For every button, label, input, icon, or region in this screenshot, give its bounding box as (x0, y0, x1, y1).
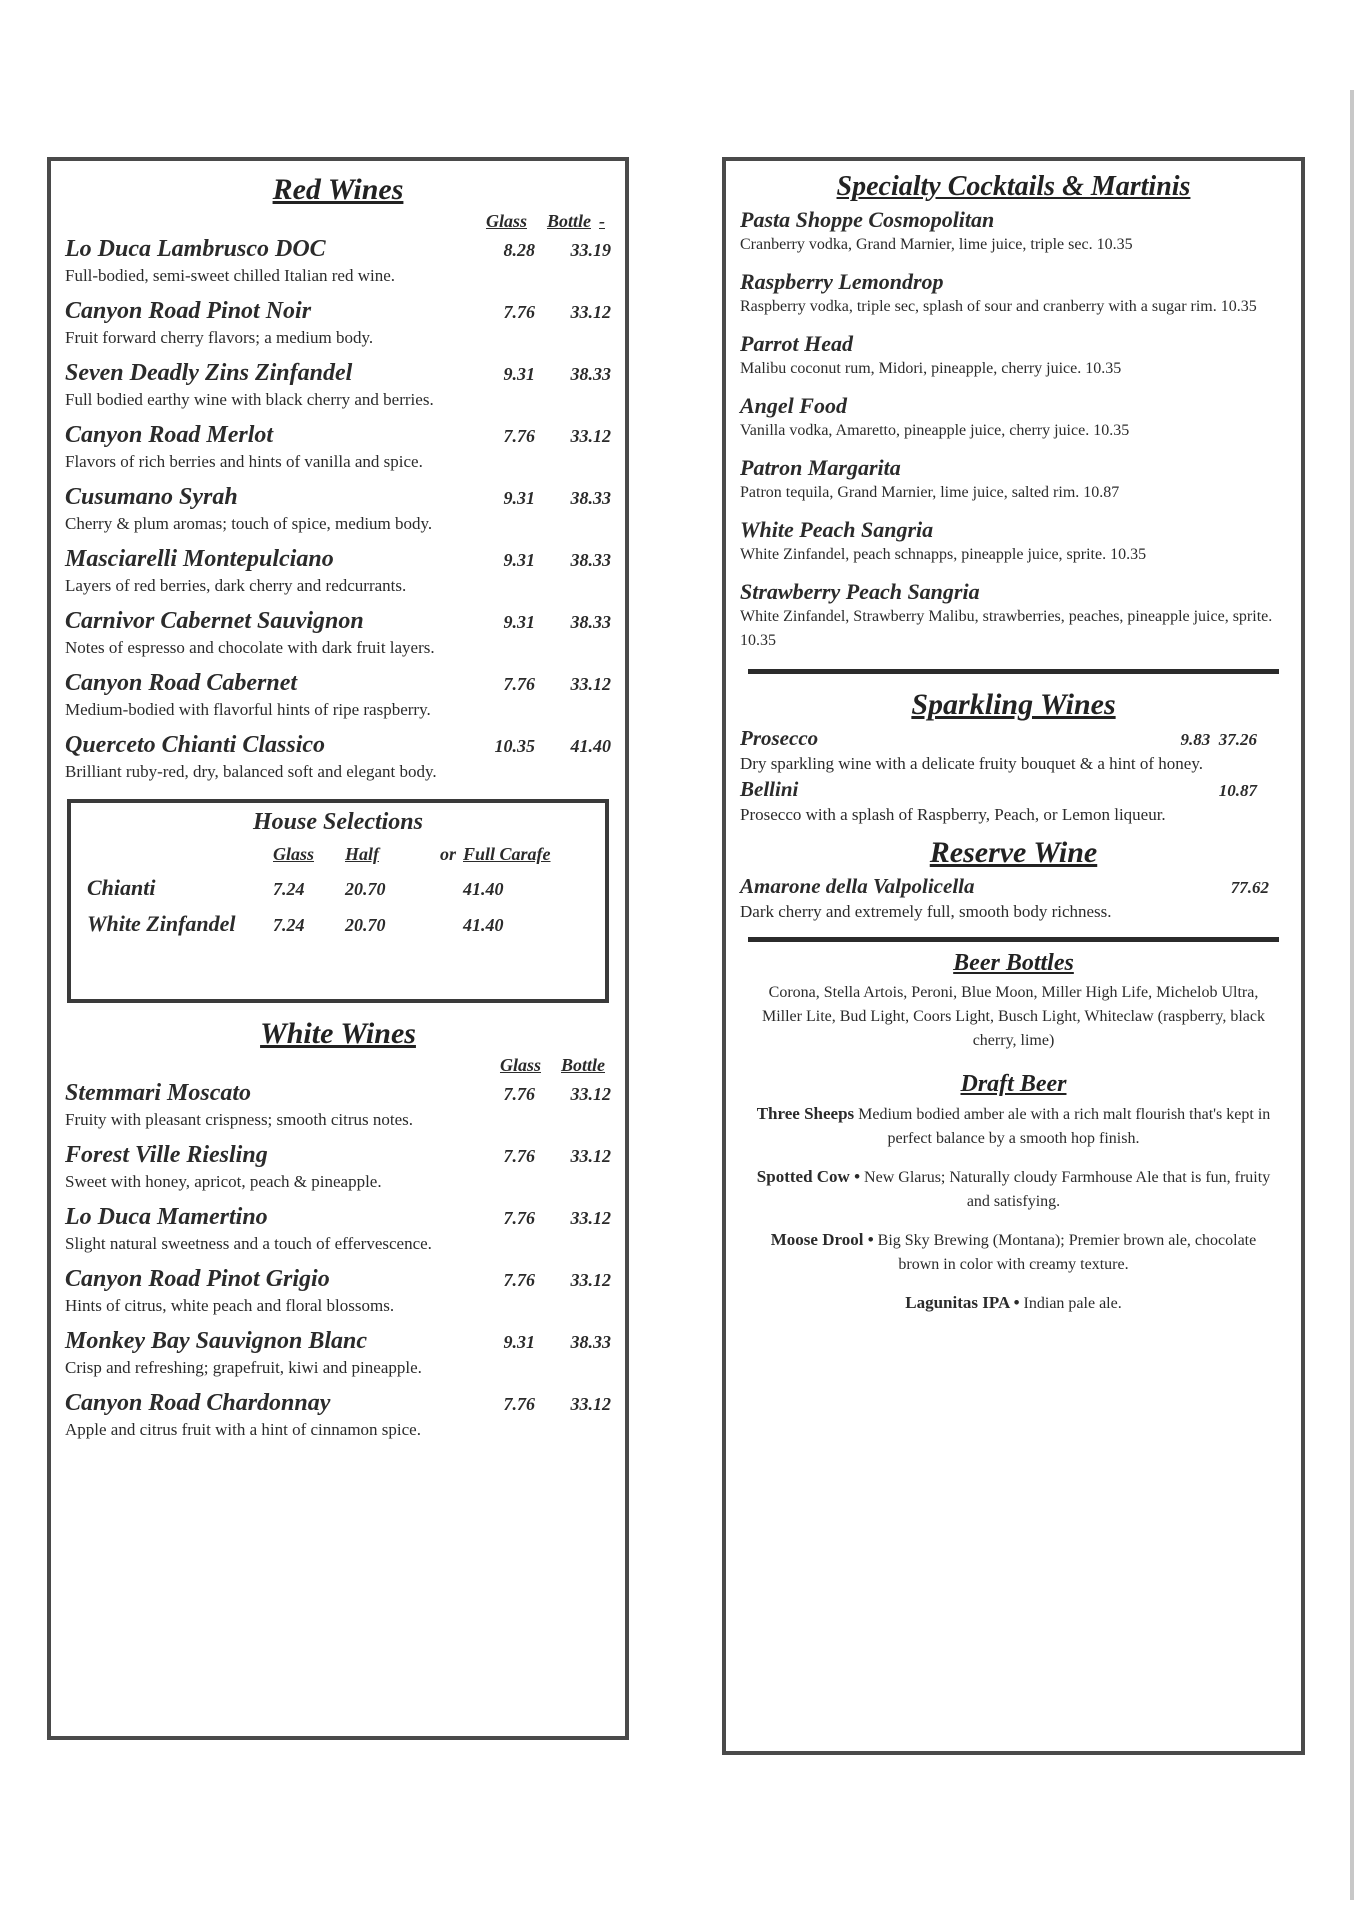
cocktail-item (740, 331, 1287, 381)
bottle-header: Bottle (561, 1055, 605, 1075)
cocktail-description: White Zinfandel, Strawberry Malibu, strawberries, peaches, pineapple juice, sprite. 10.35 (740, 608, 1273, 649)
wine-description: Fruit forward cherry flavors; a medium body. (65, 328, 374, 347)
wine-row (65, 422, 611, 449)
wine-description: Hints of citrus, white peach and floral blossoms. (65, 1296, 395, 1315)
beer-bottles-list: Corona, Stella Artois, Peroni, Blue Moon, Miller High Life, Michelob Ultra, Miller Lite, Bud Light, Coors Light, Busch Light, Whiteclaw (raspberry, black cherry, lime) (761, 984, 1265, 1049)
wine-description: Full-bodied, semi-sweet chilled Italian red wine. (65, 266, 395, 285)
wine-panel (47, 157, 629, 1740)
wine-row (65, 484, 611, 511)
divider (748, 937, 1279, 942)
cocktail-item (740, 455, 1287, 505)
bottle-price: 38.33 (570, 550, 611, 570)
house-half-price: 20.70 (345, 915, 386, 935)
cocktail-description: Patron tequila, Grand Marnier, lime juice, salted rim. 10.87 (740, 484, 1120, 501)
wine-item (65, 360, 611, 411)
sparkling-name: Bellini (740, 777, 799, 801)
glass-price: 7.76 (503, 674, 535, 694)
wine-description: Flavors of rich berries and hints of vanilla and spice. (65, 452, 423, 471)
wine-name: Seven Deadly Zins Zinfandel (65, 360, 353, 386)
bottle-price: 38.33 (570, 1332, 611, 1352)
glass-price: 7.76 (503, 1146, 535, 1166)
wine-item (65, 422, 611, 473)
wine-row (65, 732, 611, 759)
wine-item (65, 1328, 611, 1379)
wine-row (65, 670, 611, 697)
cocktail-item (740, 393, 1287, 443)
cocktail-name: Strawberry Peach Sangria (740, 579, 980, 604)
sparkling-price: 9.83 37.26 (1180, 730, 1257, 749)
cocktail-name: Patron Margarita (740, 455, 901, 480)
wine-item (65, 546, 611, 597)
wine-item (65, 670, 611, 721)
glass-price: 8.28 (503, 240, 535, 260)
bottle-price: 33.12 (570, 1394, 611, 1414)
bottle-price: 33.12 (570, 1270, 611, 1290)
wine-item (65, 608, 611, 659)
house-selections-title: House Selections (252, 809, 423, 835)
wine-row (65, 360, 611, 387)
reserve-name: Amarone della Valpolicella (740, 874, 975, 898)
bottle-price: 38.33 (570, 488, 611, 508)
cocktail-item (740, 207, 1287, 257)
wine-name: Canyon Road Pinot Grigio (65, 1266, 330, 1292)
wine-item (65, 298, 611, 349)
draft-beer-list (740, 1102, 1287, 1316)
header-dash: - (599, 211, 605, 231)
house-full-price: 41.40 (463, 879, 504, 899)
wine-description: Full bodied earthy wine with black cherry and berries. (65, 390, 434, 409)
white-wines-title: White Wines (260, 1017, 416, 1050)
cocktail-list (740, 207, 1287, 653)
sparkling-description: Prosecco with a splash of Raspberry, Peach, or Lemon liqueur. (740, 805, 1166, 824)
wine-item (65, 732, 611, 783)
wine-item (65, 1142, 611, 1193)
cocktail-item (740, 269, 1287, 319)
wine-description: Brilliant ruby-red, dry, balanced soft and elegant body. (65, 762, 437, 781)
house-selections-box (67, 799, 609, 1003)
sparkling-name: Prosecco (740, 726, 819, 750)
sparkling-title: Sparkling Wines (911, 688, 1116, 721)
glass-price: 7.76 (503, 302, 535, 322)
cocktail-item (740, 579, 1287, 653)
wine-name: Canyon Road Cabernet (65, 670, 298, 696)
wine-row (65, 1390, 611, 1417)
wine-row (65, 236, 611, 263)
wine-name: Stemmari Moscato (65, 1080, 252, 1106)
draft-beer-item (740, 1102, 1287, 1151)
draft-beer-description: Big Sky Brewing (Montana); Premier brown ale, chocolate brown in color with creamy texture. (873, 1232, 1257, 1273)
wine-description: Medium-bodied with flavorful hints of ripe raspberry. (65, 700, 431, 719)
house-half-header: Half (345, 844, 379, 864)
wine-name: Canyon Road Merlot (65, 422, 274, 448)
glass-price: 7.76 (503, 1270, 535, 1290)
sparkling-description: Dry sparkling wine with a delicate fruity bouquet & a hint of honey. (740, 754, 1203, 773)
house-half-price: 20.70 (345, 879, 386, 899)
glass-price: 7.76 (503, 426, 535, 446)
wine-name: Carnivor Cabernet Sauvignon (65, 608, 364, 634)
cocktails-beer-panel (722, 157, 1305, 1755)
cocktail-description: Raspberry vodka, triple sec, splash of sour and cranberry with a sugar rim. 10.35 (740, 298, 1257, 315)
white-wines-column-headers (65, 1055, 611, 1076)
wine-name: Canyon Road Chardonnay (65, 1390, 331, 1416)
sparkling-row (740, 726, 1287, 751)
sparkling-price: 10.87 (1218, 781, 1257, 800)
wine-name: Monkey Bay Sauvignon Blanc (65, 1328, 368, 1354)
house-wine-name: White Zinfandel (87, 911, 236, 936)
cocktail-description: White Zinfandel, peach schnapps, pineapple juice, sprite. 10.35 (740, 546, 1147, 563)
glass-price: 7.76 (503, 1394, 535, 1414)
sparkling-row (740, 777, 1287, 802)
cocktail-description: Malibu coconut rum, Midori, pineapple, cherry juice. 10.35 (740, 360, 1122, 377)
wine-name: Masciarelli Montepulciano (65, 546, 334, 572)
draft-beer-title: Draft Beer (960, 1071, 1067, 1097)
glass-price: 9.31 (503, 550, 535, 570)
wine-name: Forest Ville Riesling (65, 1142, 268, 1168)
divider (748, 669, 1279, 674)
wine-name: Canyon Road Pinot Noir (65, 298, 312, 324)
house-or-header: or (439, 844, 456, 864)
house-glass-price: 7.24 (273, 879, 305, 899)
page-edge-rule (1350, 90, 1354, 1900)
cocktail-item (740, 517, 1287, 567)
glass-price: 9.31 (503, 612, 535, 632)
wine-item (65, 1390, 611, 1441)
glass-price: 9.31 (503, 1332, 535, 1352)
bottle-price: 33.12 (570, 674, 611, 694)
bottle-header: Bottle (547, 211, 591, 231)
bottle-price: 38.33 (570, 612, 611, 632)
bottle-price: 33.12 (570, 426, 611, 446)
wine-row (65, 1142, 611, 1169)
cocktail-name: Angel Food (740, 393, 847, 418)
reserve-desc: Dark cherry and extremely full, smooth body richness. (740, 902, 1112, 921)
wine-description: Slight natural sweetness and a touch of effervescence. (65, 1234, 432, 1253)
draft-beer-description: New Glarus; Naturally cloudy Farmhouse Ale that is fun, fruity and satisfying. (860, 1169, 1271, 1210)
wine-description: Apple and citrus fruit with a hint of cinnamon spice. (65, 1420, 421, 1439)
draft-beer-item (740, 1165, 1287, 1214)
house-glass-price: 7.24 (273, 915, 305, 935)
wine-item (65, 484, 611, 535)
glass-header: Glass (499, 1055, 541, 1075)
wine-description: Layers of red berries, dark cherry and redcurrants. (65, 576, 407, 595)
wine-row (65, 1204, 611, 1231)
draft-beer-name: Moose Drool • (770, 1230, 874, 1249)
wine-name: Lo Duca Lambrusco DOC (65, 236, 326, 262)
wine-row (65, 1266, 611, 1293)
draft-beer-name: Three Sheeps (756, 1104, 855, 1123)
house-full-price: 41.40 (463, 915, 504, 935)
cocktails-title: Specialty Cocktails & Martinis (836, 171, 1191, 202)
red-wines-column-headers (65, 211, 611, 232)
wine-row (65, 608, 611, 635)
draft-beer-name: Lagunitas IPA • (905, 1293, 1020, 1312)
wine-description: Fruity with pleasant crispness; smooth citrus notes. (65, 1110, 413, 1129)
house-full-header: Full Carafe (463, 844, 551, 864)
draft-beer-item (740, 1228, 1287, 1277)
cocktail-name: Pasta Shoppe Cosmopolitan (740, 207, 995, 232)
wine-row (65, 1080, 611, 1107)
house-wine-name: Chianti (87, 875, 156, 900)
cocktail-name: Parrot Head (740, 331, 854, 356)
reserve-item (740, 874, 1287, 899)
sparkling-list (740, 726, 1287, 828)
wine-item (65, 1080, 611, 1131)
draft-beer-name: Spotted Cow • (756, 1167, 861, 1186)
cocktail-description: Vanilla vodka, Amaretto, pineapple juice, cherry juice. 10.35 (740, 422, 1130, 439)
wine-name: Querceto Chianti Classico (65, 732, 326, 758)
cocktail-name: White Peach Sangria (740, 517, 934, 542)
cocktail-description: Cranberry vodka, Grand Marnier, lime juice, triple sec. 10.35 (740, 236, 1133, 253)
wine-row (65, 1328, 611, 1355)
bottle-price: 38.33 (570, 364, 611, 384)
bottle-price: 33.12 (570, 1146, 611, 1166)
white-wine-list (65, 1080, 611, 1441)
wine-description: Crisp and refreshing; grapefruit, kiwi and pineapple. (65, 1358, 422, 1377)
red-wines-title: Red Wines (272, 173, 404, 206)
glass-price: 9.31 (503, 488, 535, 508)
red-wine-list (65, 236, 611, 783)
bottle-price: 33.12 (570, 1208, 611, 1228)
glass-price: 7.76 (503, 1208, 535, 1228)
glass-price: 10.35 (494, 736, 535, 756)
wine-description: Cherry & plum aromas; touch of spice, medium body. (65, 514, 433, 533)
house-selections-table (87, 844, 589, 937)
draft-beer-item (740, 1291, 1287, 1316)
wine-description: Notes of espresso and chocolate with dark fruit layers. (65, 638, 435, 657)
bottle-price: 33.12 (570, 302, 611, 322)
wine-item (65, 236, 611, 287)
wine-name: Lo Duca Mamertino (65, 1204, 268, 1230)
glass-header: Glass (485, 211, 527, 231)
house-glass-header: Glass (273, 844, 315, 864)
wine-row (65, 546, 611, 573)
cocktail-name: Raspberry Lemondrop (740, 269, 944, 294)
bottle-price: 41.40 (570, 736, 611, 756)
wine-item (65, 1266, 611, 1317)
glass-price: 7.76 (503, 1084, 535, 1104)
reserve-price: 77.62 (1230, 878, 1269, 897)
beer-bottles-title: Beer Bottles (953, 950, 1074, 976)
bottle-price: 33.12 (570, 1084, 611, 1104)
glass-price: 9.31 (503, 364, 535, 384)
wine-row (65, 298, 611, 325)
draft-beer-description: Indian pale ale. (1019, 1295, 1122, 1312)
bottle-price: 33.19 (570, 240, 611, 260)
wine-name: Cusumano Syrah (65, 484, 238, 510)
reserve-title: Reserve Wine (929, 836, 1098, 869)
wine-item (65, 1204, 611, 1255)
draft-beer-description: Medium bodied amber ale with a rich malt flourish that's kept in perfect balance by a smooth hop finish. (854, 1106, 1271, 1147)
wine-description: Sweet with honey, apricot, peach & pineapple. (65, 1172, 382, 1191)
